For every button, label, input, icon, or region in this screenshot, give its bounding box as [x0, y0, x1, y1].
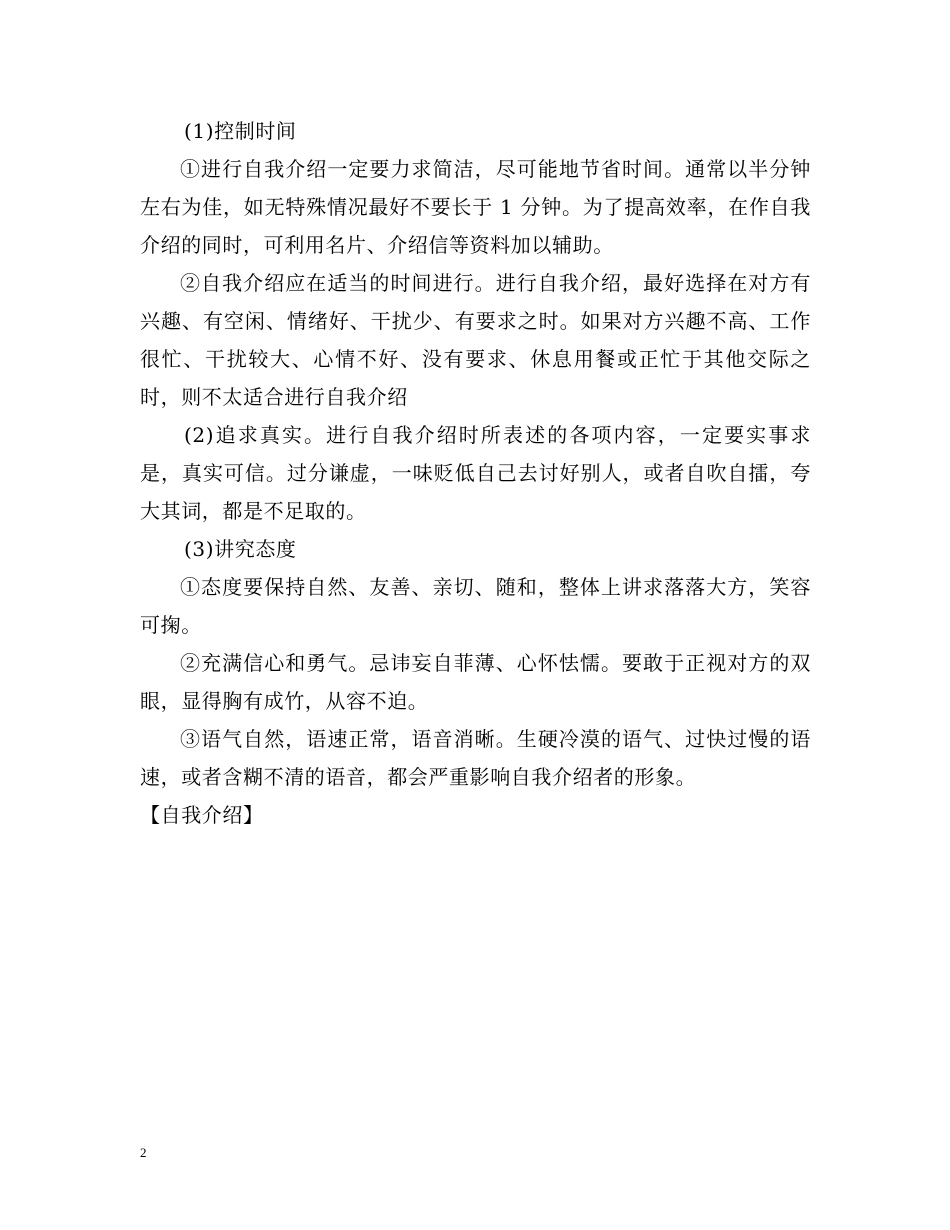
page-number: 2: [140, 1145, 147, 1160]
paragraph-brevity: ①进行自我介绍一定要力求简洁，尽可能地节省时间。通常以半分钟左右为佳，如无特殊情况最好不要长于 1 分钟。为了提高效率，在作自我介绍的同时，可利用名片、介绍信等资料加以辅助。: [140, 157, 811, 257]
paragraph-timing: ②自我介绍应在适当的时间进行。进行自我介绍，最好选择在对方有兴趣、有空闲、情绪好、干扰少、有要求之时。如果对方兴趣不高、工作很忙、干扰较大、心情不好、没有要求、休息用餐或正忙于其他交际之时，则不太适合进行自我介绍: [140, 271, 811, 409]
document-body: [140, 112, 811, 834]
section-heading-attitude: (3)讲究态度: [184, 537, 297, 561]
section-heading-control-time: (1)控制时间: [184, 119, 297, 143]
paragraph-confidence: ②充满信心和勇气。忌讳妄自菲薄、心怀怯懦。要敢于正视对方的双眼，显得胸有成竹，从容不迫。: [140, 651, 811, 713]
section-title-self-introduction: 【自我介绍】: [140, 803, 264, 827]
paragraph-authenticity: (2)追求真实。进行自我介绍时所表述的各项内容，一定要实事求是，真实可信。过分谦虚，一味贬低自己去讨好别人，或者自吹自擂，夸大其词，都是不足取的。: [140, 423, 811, 523]
paragraph-attitude: ①态度要保持自然、友善、亲切、随和，整体上讲求落落大方，笑容可掬。: [140, 575, 811, 637]
paragraph-tone: ③语气自然，语速正常，语音消晰。生硬冷漠的语气、过快过慢的语速，或者含糊不清的语音，都会严重影响自我介绍者的形象。: [140, 727, 811, 789]
